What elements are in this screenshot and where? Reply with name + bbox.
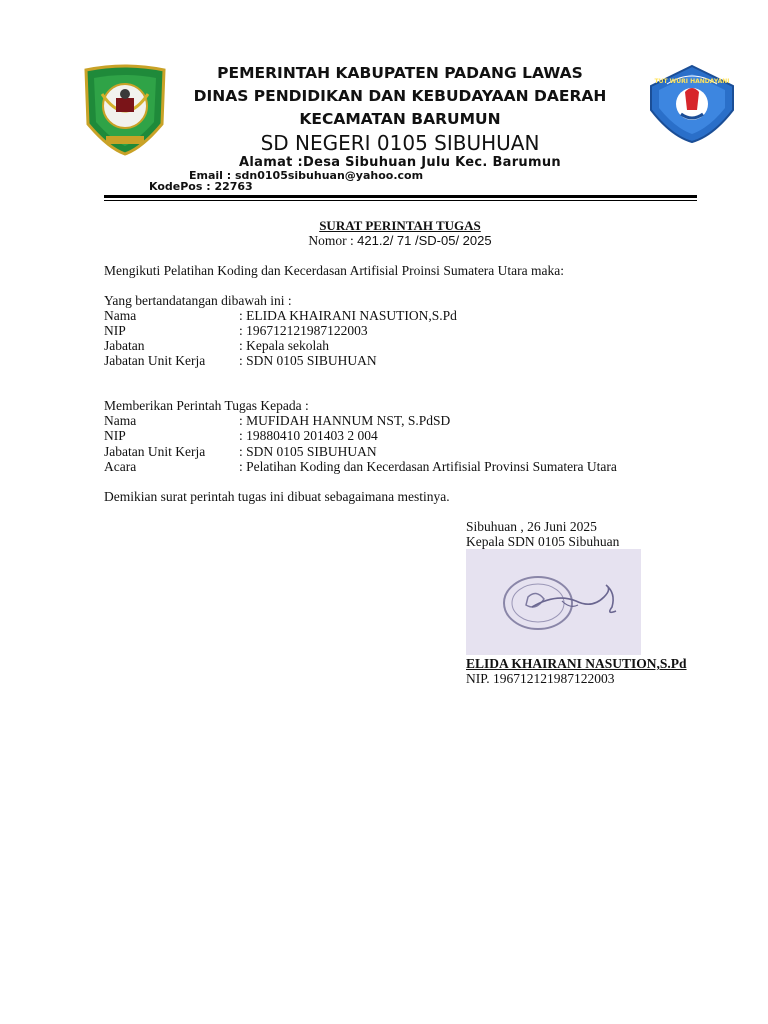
signer-position-value: : Kepala sekolah [239,338,329,353]
signer-name-label: Nama [104,308,137,323]
letter-intro: Mengikuti Pelatihan Koding dan Kecerdasan Artifisial Proinsi Sumatera Utara maka: [104,263,565,278]
signer-name-value: : ELIDA KHAIRANI NASUTION,S.Pd [239,308,457,323]
letterhead-address: Alamat :Desa Sibuhuan Julu Kec. Barumun [239,155,561,170]
tut-wuri-handayani-logo [647,64,737,144]
signer-nip-value: : 196712121987122003 [239,323,368,338]
assignee-unit-label: Jabatan Unit Kerja [104,444,206,459]
logo-motto-text: TUT WURI HANDAYANI [654,78,730,85]
letter-number-value: 421.2/ 71 /SD-05/ 2025 [357,233,492,248]
letterhead-postcode: KodePos : 22763 [149,180,253,193]
assignee-name-value: : MUFIDAH HANNUM NST, S.PdSD [239,413,451,428]
letter-number-label: Nomor : [308,233,358,248]
letter-number [200,233,600,248]
assign-intro: Memberikan Perintah Tugas Kepada : [104,398,309,413]
signer-unit-value: : SDN 0105 SIBUHUAN [239,353,377,368]
signature-place-date: Sibuhuan , 26 Juni 2025 [466,519,597,534]
assignee-nip-label: NIP [104,428,126,443]
signature-position: Kepala SDN 0105 Sibuhuan [466,534,620,549]
stamp-signature-drawing [466,549,641,655]
signer-position-label: Jabatan [104,338,145,353]
letterhead-rule-thin [104,200,697,201]
letter-closing: Demikian surat perintah tugas ini dibuat sebagaimana mestinya. [104,489,450,504]
assignee-nip-value: : 19880410 201403 2 004 [239,428,378,443]
assignee-unit-value: : SDN 0105 SIBUHUAN [239,444,377,459]
signer-nip-label: NIP [104,323,126,338]
signer-intro: Yang bertandatangan dibawah ini : [104,293,292,308]
signature-name: ELIDA KHAIRANI NASUTION,S.Pd [466,656,687,671]
assignee-event-value: : Pelatihan Koding dan Kecerdasan Artifisial Provinsi Sumatera Utara [239,459,617,474]
letterhead-government: PEMERINTAH KABUPATEN PADANG LAWAS [217,64,583,82]
assignee-event-label: Acara [104,459,137,474]
letter-title: SURAT PERINTAH TUGAS [319,218,481,233]
letterhead-district: KECAMATAN BARUMUN [299,110,501,128]
signature-nip: NIP. 196712121987122003 [466,671,615,686]
signature-stamp-image [466,549,641,655]
signer-unit-label: Jabatan Unit Kerja [104,353,206,368]
assignee-name-label: Nama [104,413,137,428]
letterhead-rule-thick [104,195,697,198]
letterhead-department: DINAS PENDIDIKAN DAN KEBUDAYAAN DAERAH [193,87,607,105]
letterhead-school-name: SD NEGERI 0105 SIBUHUAN [260,131,540,155]
letterhead-email: Email : sdn0105sibuhuan@yahoo.com [189,169,424,182]
